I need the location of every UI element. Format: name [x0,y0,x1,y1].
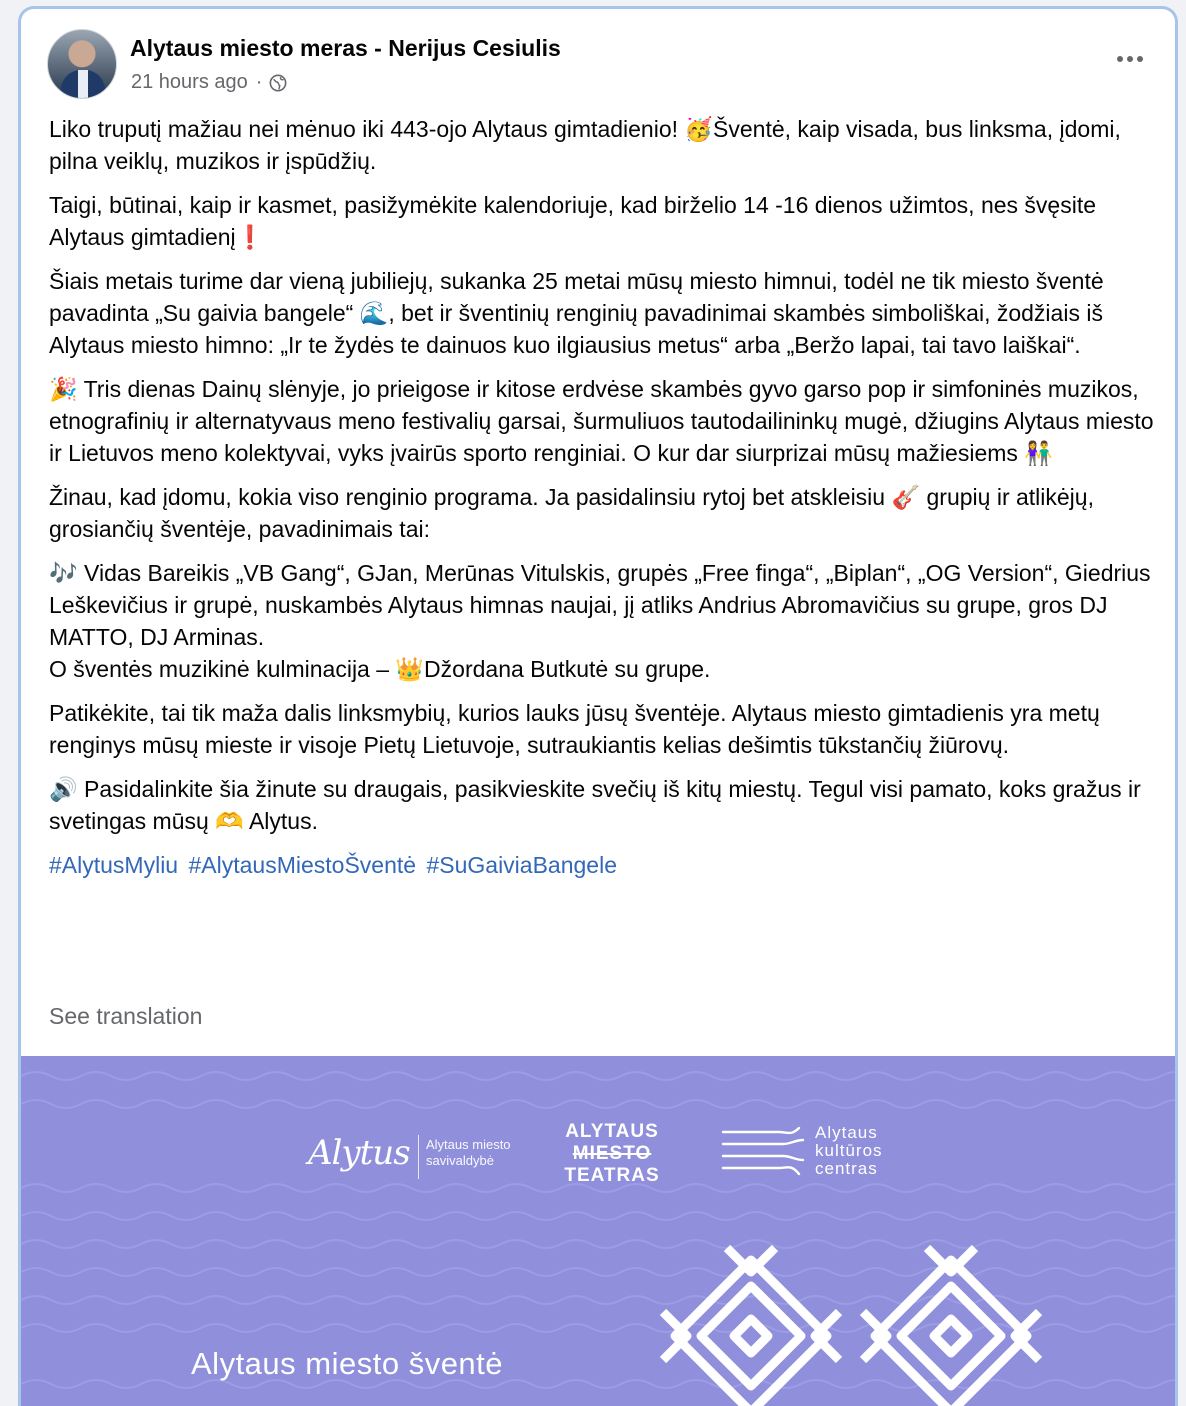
more-options-icon[interactable] [1107,41,1153,77]
post-paragraph-7: Patikėkite, tai tik maža dalis linksmybių, kurios lauks jūsų šventėje. Alytaus miesto gimtadienis yra metų renginys mūsų mieste ir visoje Pietų Lietuvoje, sutraukiantis kelias dešimtis tūkstančių žiūrovų. [49,700,1100,758]
municipality-label-line-2: savivaldybė [426,1153,494,1168]
alytus-script-logo: Alytus [308,1133,410,1173]
culture-centre-label [815,1124,883,1178]
dot-3 [1137,56,1143,62]
culture-centre-line-3: centras [815,1159,878,1178]
hashtag-alytusmyliu[interactable]: #AlytusMyliu [49,852,179,878]
post-paragraph-2: Taigi, būtinai, kaip ir kasmet, pasižymėkite kalendoriuje, kad birželio 14 -16 dienos užimtos, nes švęsite Alytaus gimtadienį❗ [49,192,1097,250]
dot-2 [1127,56,1133,62]
municipality-label-line-1: Alytaus miesto [426,1137,511,1152]
post-card [18,6,1178,1406]
post-paragraph-1: Liko truputį mažiau nei mėnuo iki 443-ojo Alytaus gimtadienio! 🥳Šventė, kaip visada, bus linksma, įdomi, pilna veiklų, muzikos ir įspūdžių. [49,116,1121,174]
see-translation-link[interactable]: See translation [49,1003,203,1029]
post-header [47,29,1157,105]
post-text [49,113,1159,893]
post-paragraph-3: Šiais metais turime dar vieną jubiliejų, sukanka 25 metai mūsų miesto himnui, todėl ne tik miesto šventė pavadinta „Su gaivia bangele“ 🌊, bet ir šventinių renginių pavadinimai skambės simboliškai, žodžiais iš Alytaus miesto himno: „Ir te žydės te dainuos kuo ilgiausius metus“ arba „Beržo lapai, tai tavo laiškai“. [49,268,1104,358]
music-line-1: 🎶 Vidas Bareikis „VB Gang“, GJan, Merūnas Vitulskis, grupės „Free finga“, „Biplan“, „OG Version“, Giedrius Leškevičius ir grupė, nuskambės Alytaus himnas naujai, jį atliks Andrius Abromavičius su grupe, gros DJ MATTO, DJ Arminas. [49,560,1151,650]
alytus-theatre-logo [559,1121,665,1187]
post-image-banner[interactable] [21,1056,1178,1406]
theatre-logo-line-1: ALYTAUS [565,1121,659,1142]
culture-centre-line-1: Alytaus [815,1123,878,1142]
post-paragraph-5: Žinau, kad įdomu, kokia viso renginio programa. Ja pasidalinsiu rytoj bet atskleisiu 🎸 grupių ir atlikėjų, grosiančių šventėje, pavadinimais tai: [49,484,1094,542]
post-paragraph-8: 🔊 Pasidalinkite šia žinute su draugais, pasikvieskite svečių iš kitų miestų. Tegul visi pamato, koks gražus ir svetingas mūsų 🫶 Alytus. [49,776,1141,834]
theatre-logo-line-2: MIESTO [572,1143,652,1164]
banner-title: Alytaus miesto šventė [191,1346,504,1381]
culture-centre-lines-icon [721,1122,807,1182]
author-name[interactable]: Alytaus miesto meras - Nerijus Cesiulis [130,35,561,61]
hashtags [49,849,1159,881]
municipality-label [426,1137,511,1169]
post-paragraph-4: 🎉 Tris dienas Dainų slėnyje, jo prieigose ir kitose erdvėse skambės gyvo garso pop ir simfoninės muzikos, etnografinių ir alternatyvaus meno festivalių garsai, šurmuliuos tautodailininkų mugė, džiugins Alytaus miesto ir Lietuvos meno kolektyvai, vyks įvairūs sporto renginiai. O kur dar siurprizai mūsų mažiesiems 👫 [49,376,1154,466]
hashtag-sugaiviabangele[interactable]: #SuGaiviaBangele [426,852,617,878]
avatar-shirt [78,70,88,98]
post-paragraph-6 [49,557,1159,685]
dot-1 [1117,56,1123,62]
theatre-logo-line-3: TEATRAS [564,1165,660,1186]
globe-icon [269,74,287,92]
post-meta [131,71,287,94]
logo-divider [418,1135,419,1179]
culture-centre-line-2: kultūros [815,1141,883,1160]
post-timestamp[interactable]: 21 hours ago [131,71,248,93]
meta-separator: · [255,71,263,93]
hashtag-alytausmiestosvente[interactable]: #AlytausMiestoŠventė [188,852,417,878]
folk-ornament-graphic [651,1242,1121,1406]
culture-centre-logo [721,1122,883,1187]
author-avatar[interactable] [47,29,117,99]
music-line-2: O šventės muzikinė kulminacija – 👑Džordana Butkutė su grupe. [49,656,711,682]
